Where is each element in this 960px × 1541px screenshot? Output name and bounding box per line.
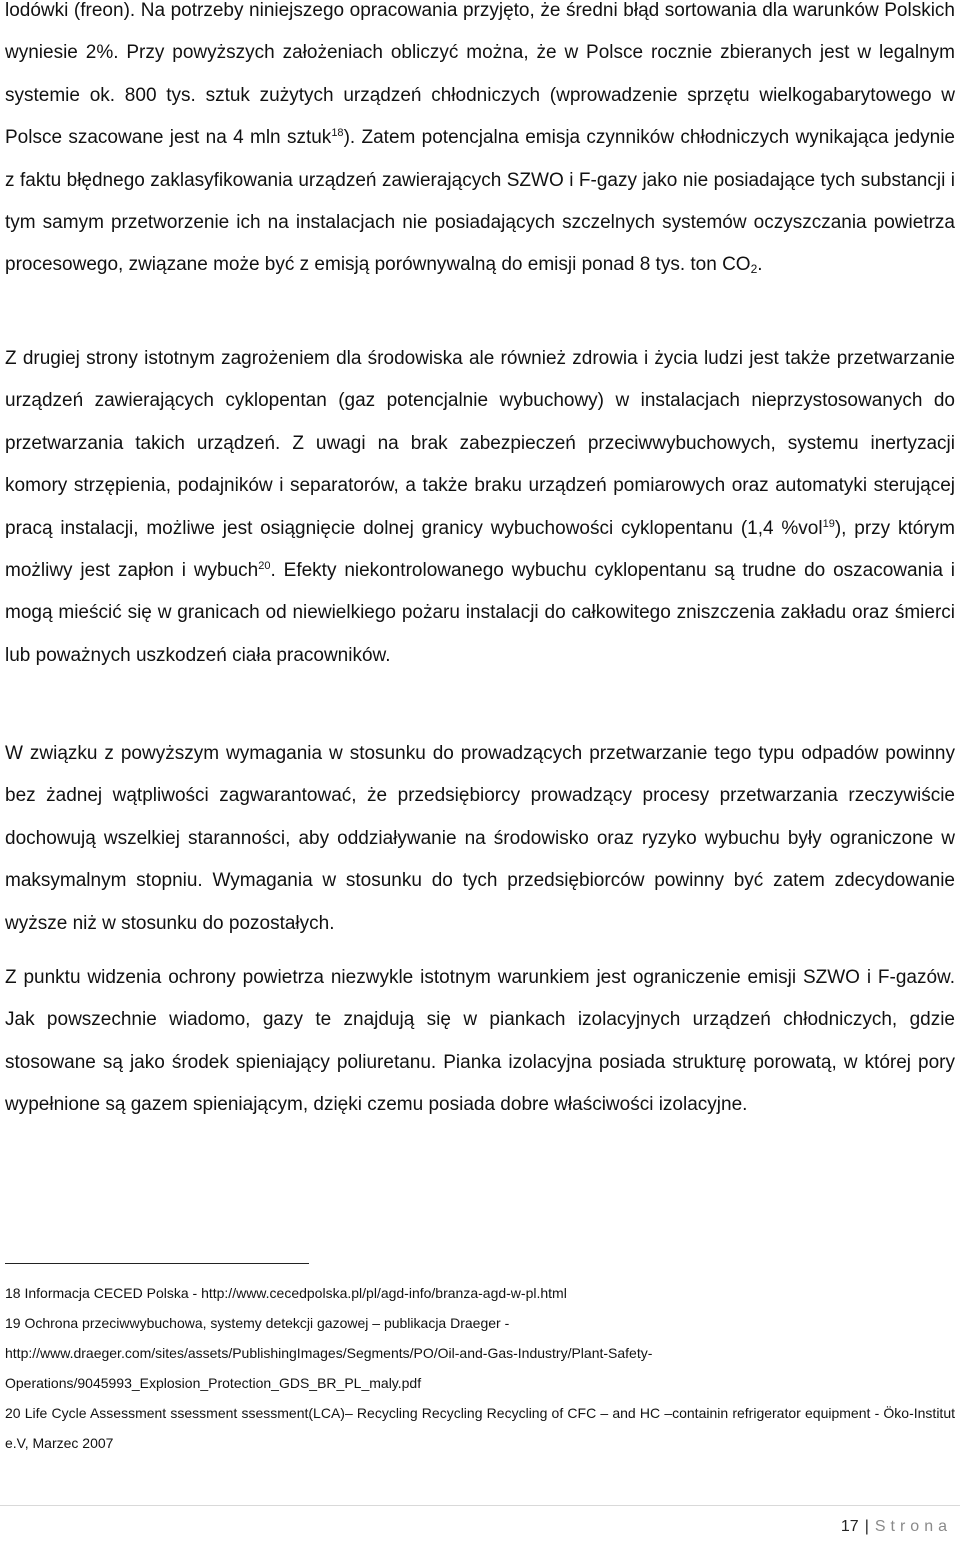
footnote-ref-18[interactable]: 18 — [331, 127, 344, 140]
paragraph-text: . — [757, 254, 763, 276]
footnote-18: 18 Informacja CECED Polska - http://www.cecedpolska.pl/pl/agd-info/branza-agd-w-pl.html — [5, 1285, 567, 1301]
paragraph-text: ), przy którym możliwy jest zapłon i wybuch — [5, 517, 956, 582]
paragraph-text: ). Zatem potencjalna emisja czynników chłodniczych wynikająca jedynie z faktu błędnego zaklasyfikowania urządzeń zawierających SZWO i F-gazy jako nie posiadające tych substancji i tym samym przetworzenie ich na instalacjach nie posiadających szczelnych systemów oczyszczania powietrza procesowego, związane może być z emisją porównywalną do emisji ponad 8 tys. ton CO — [5, 127, 955, 276]
paragraph-text: Z drugiej strony istotnym zagrożeniem dla środowiska ale również zdrowia i życia ludzi jest także przetwarzanie urządzeń zawierających cyklopentan (gaz potencjalnie wybuchowy) w instalacjach nieprzystosowanych do przetwarzania takich urządzeń. Z uwagi na brak zabezpieczeń przeciwwybuchowych, systemu inertyzacji komory strzępienia, podajników i separatorów, a także braku urządzeń pomiarowych oraz automatyki sterującej pracą instalacji, możliwe jest osiągnięcie dolnej granicy wybuchowości cyklopentanu (1,4 %vol — [5, 348, 955, 539]
footnote-19-line-1: 19 Ochrona przeciwwybuchowa, systemy detekcji gazowej – publikacja Draeger - — [5, 1315, 510, 1331]
paragraph-cyclopentane-risk — [5, 338, 955, 677]
footnote-separator — [5, 1263, 309, 1264]
paragraph-text: . Efekty niekontrolowanego wybuchu cyklopentanu są trudne do oszacowania i mogą mieścić się w granicach od niewielkiego pożaru instalacji do całkowitego zniszczenia zakładu oraz śmierci lub poważnych uszkodzeń ciała pracowników. — [5, 560, 956, 666]
paragraph-refrigerant-emission — [5, 0, 955, 287]
footnote-ref-20[interactable]: 20 — [258, 560, 271, 573]
page-label: Strona — [874, 1518, 952, 1535]
footnotes — [5, 1278, 955, 1458]
footnote-ref-19[interactable]: 19 — [822, 517, 835, 530]
subscript-2: 2 — [750, 262, 758, 277]
footnote-19-link[interactable]: http://www.draeger.com/sites/assets/PublishingImages/Segments/PO/Oil-and-Gas-Industry/Plant-Safety- — [5, 1345, 653, 1361]
footnote-19-link-continued[interactable]: Operations/9045993_Explosion_Protection_GDS_BR_PL_maly.pdf — [5, 1375, 422, 1391]
page-number: 17 — [840, 1518, 859, 1535]
paragraph-text: lodówki (freon). Na potrzeby niniejszego opracowania przyjęto, że średni błąd sortowania dla warunków Polskich wyniesie 2%. Przy powyższych założeniach obliczyć można, że w Polsce rocznie zbieranych jest w legalnym systemie ok. 800 tys. sztuk zużytych urządzeń chłodniczych (wprowadzenie sprzętu wielkogabarytowego w Polsce szacowane jest na 4 mln sztuk — [5, 0, 955, 149]
footnote-20: 20 Life Cycle Assessment ssessment ssessment(LCA)– Recycling Recycling Recycling of CFC – and HC –containin refrigerator equipment - Öko-Institut e.V, Marzec 2007 — [5, 1405, 955, 1451]
paragraph-air-protection: Z punktu widzenia ochrony powietrza niezwykle istotnym warunkiem jest ograniczenie emisji SZWO i F-gazów. Jak powszechnie wiadomo, gazy te znajdują się w piankach izolacyjnych urządzeń chłodniczych, gdzie stosowane są jako środek spieniający poliuretanu. Pianka izolacyjna posiada strukturę porowatą, w której pory wypełnione są gazem spieniającym, dzięki czemu posiada dobre właściwości izolacyjne. — [5, 967, 955, 1116]
page-footer — [841, 1517, 952, 1537]
footer-separator: | — [864, 1518, 869, 1535]
footer-divider — [0, 1505, 960, 1506]
paragraph-requirements: W związku z powyższym wymagania w stosunku do prowadzących przetwarzanie tego typu odpadów powinny bez żadnej wątpliwości zagwarantować, że przedsiębiorcy prowadzący procesy przetwarzania rzeczywiście dochowują wszelkiej staranności, aby oddziaływanie na środowisko oraz ryzyko wybuchu były ograniczone w maksymalnym stopniu. Wymagania w stosunku do tych przedsiębiorców powinny być zatem zdecydowanie wyższe niż w stosunku do pozostałych. — [5, 743, 955, 934]
